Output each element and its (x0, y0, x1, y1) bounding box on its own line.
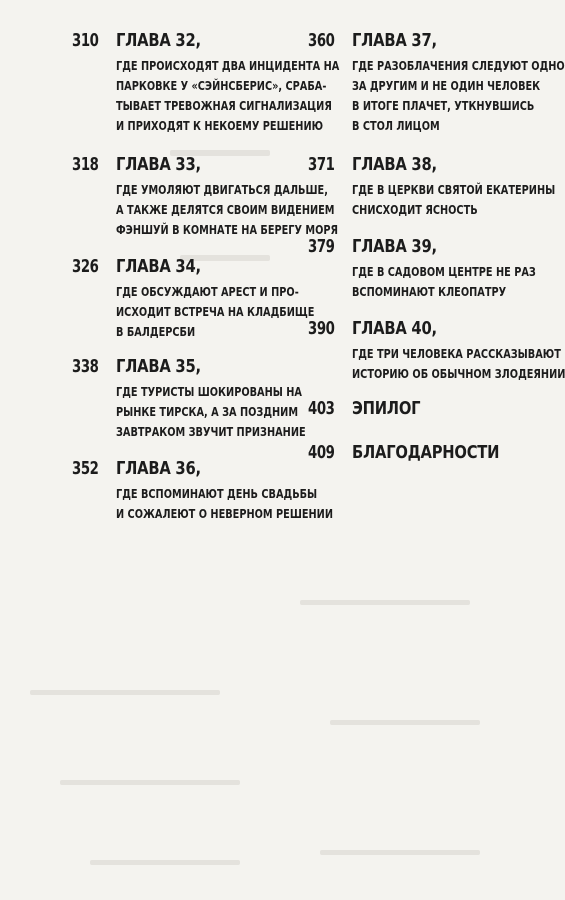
chapter-description-line: ЗАВТРАКОМ ЗВУЧИТ ПРИЗНАНИЕ (116, 424, 306, 439)
toc-entry[interactable] (308, 236, 565, 302)
chapter-title: БЛАГОДАРНОСТИ (352, 442, 500, 463)
chapter-description-line: ГДЕ ОБСУЖДАЮТ АРЕСТ И ПРО- (116, 284, 299, 299)
chapter-title: ЭПИЛОГ (352, 398, 421, 419)
toc-entry[interactable] (72, 256, 336, 342)
page-number: 403 (308, 398, 335, 419)
chapter-description-line: ГДЕ РАЗОБЛАЧЕНИЯ СЛЕДУЮТ ОДНО (352, 58, 565, 73)
bleed-through-mark (60, 780, 240, 785)
chapter-description-line: И СОЖАЛЕЮТ О НЕВЕРНОМ РЕШЕНИИ (116, 506, 334, 521)
chapter-description (116, 180, 339, 240)
toc-entry[interactable] (72, 356, 336, 442)
page-number: 379 (308, 236, 335, 257)
chapter-description-line: ГДЕ В ЦЕРКВИ СВЯТОЙ ЕКАТЕРИНЫ (352, 182, 556, 197)
page-number: 360 (308, 30, 335, 51)
chapter-title: ГЛАВА 36, (116, 458, 201, 479)
page-number: 310 (72, 30, 99, 51)
chapter-description-line: ИСХОДИТ ВСТРЕЧА НА КЛАДБИЩЕ (116, 304, 315, 319)
bleed-through-mark (320, 850, 480, 855)
chapter-description-line: РЫНКЕ ТИРСКА, А ЗА ПОЗДНИМ (116, 404, 299, 419)
chapter-description (116, 282, 315, 342)
chapter-description-line: В ИТОГЕ ПЛАЧЕТ, УТКНУВШИСЬ (352, 98, 535, 113)
chapter-description (116, 484, 334, 524)
chapter-description-line: А ТАКЖЕ ДЕЛЯТСЯ СВОИМ ВИДЕНИЕМ (116, 202, 335, 217)
bleed-through-mark (300, 600, 470, 605)
toc-entry-acknowledgements[interactable] (308, 442, 532, 468)
chapter-description-line: ГДЕ ВСПОМИНАЮТ ДЕНЬ СВАДЬБЫ (116, 486, 318, 501)
toc-entry[interactable] (72, 458, 336, 524)
page-number: 352 (72, 458, 99, 479)
bleed-through-mark (90, 860, 240, 865)
bleed-through-mark (330, 720, 480, 725)
toc-entry[interactable] (72, 154, 339, 240)
page-number: 326 (72, 256, 99, 277)
chapter-title: ГЛАВА 38, (352, 154, 437, 175)
chapter-description-line: ЗА ДРУГИМ И НЕ ОДИН ЧЕЛОВЕК (352, 78, 541, 93)
chapter-title: ГЛАВА 34, (116, 256, 201, 277)
chapter-description-line: ТЫВАЕТ ТРЕВОЖНАЯ СИГНАЛИЗАЦИЯ (116, 98, 332, 113)
chapter-description-line: В СТОЛ ЛИЦОМ (352, 118, 440, 133)
chapter-description (352, 344, 565, 384)
chapter-description (352, 56, 565, 136)
chapter-description (116, 382, 306, 442)
toc-entry[interactable] (308, 154, 565, 220)
chapter-description-line: ПАРКОВКЕ У «СЭЙНСБЕРИС», СРАБА- (116, 78, 327, 93)
page-number: 390 (308, 318, 335, 339)
chapter-description-line: ИСТОРИЮ ОБ ОБЫЧНОМ ЗЛОДЕЯНИИ (352, 366, 565, 381)
chapter-description-line: ВСПОМИНАЮТ КЛЕОПАТРУ (352, 284, 507, 299)
chapter-title: ГЛАВА 33, (116, 154, 201, 175)
chapter-description (352, 180, 556, 220)
chapter-description-line: ФЭНШУЙ В КОМНАТЕ НА БЕРЕГУ МОРЯ (116, 222, 339, 237)
page-number: 409 (308, 442, 335, 463)
chapter-title: ГЛАВА 37, (352, 30, 437, 51)
chapter-description-line: В БАЛДЕРСБИ (116, 324, 196, 339)
chapter-description-line: СНИСХОДИТ ЯСНОСТЬ (352, 202, 478, 217)
page-number: 318 (72, 154, 99, 175)
chapter-title: ГЛАВА 40, (352, 318, 437, 339)
chapter-title: ГЛАВА 32, (116, 30, 201, 51)
toc-entry-epilogue[interactable] (308, 398, 435, 424)
toc-entry[interactable] (308, 30, 565, 136)
chapter-description-line: ГДЕ В САДОВОМ ЦЕНТРЕ НЕ РАЗ (352, 264, 536, 279)
chapter-description (116, 56, 340, 136)
chapter-description (352, 262, 536, 302)
chapter-title: ГЛАВА 39, (352, 236, 437, 257)
toc-entry[interactable] (72, 30, 340, 136)
page-number: 338 (72, 356, 99, 377)
bleed-through-mark (30, 690, 220, 695)
toc-entry[interactable] (308, 318, 565, 384)
chapter-description-line: ГДЕ ТРИ ЧЕЛОВЕКА РАССКАЗЫВАЮТ (352, 346, 561, 361)
chapter-description-line: ГДЕ УМОЛЯЮТ ДВИГАТЬСЯ ДАЛЬШЕ, (116, 182, 328, 197)
chapter-description-line: ГДЕ ПРОИСХОДЯТ ДВА ИНЦИДЕНТА НА (116, 58, 340, 73)
chapter-description-line: И ПРИХОДЯТ К НЕКОЕМУ РЕШЕНИЮ (116, 118, 324, 133)
chapter-description-line: ГДЕ ТУРИСТЫ ШОКИРОВАНЫ НА (116, 384, 302, 399)
page-number: 371 (308, 154, 335, 175)
chapter-title: ГЛАВА 35, (116, 356, 201, 377)
